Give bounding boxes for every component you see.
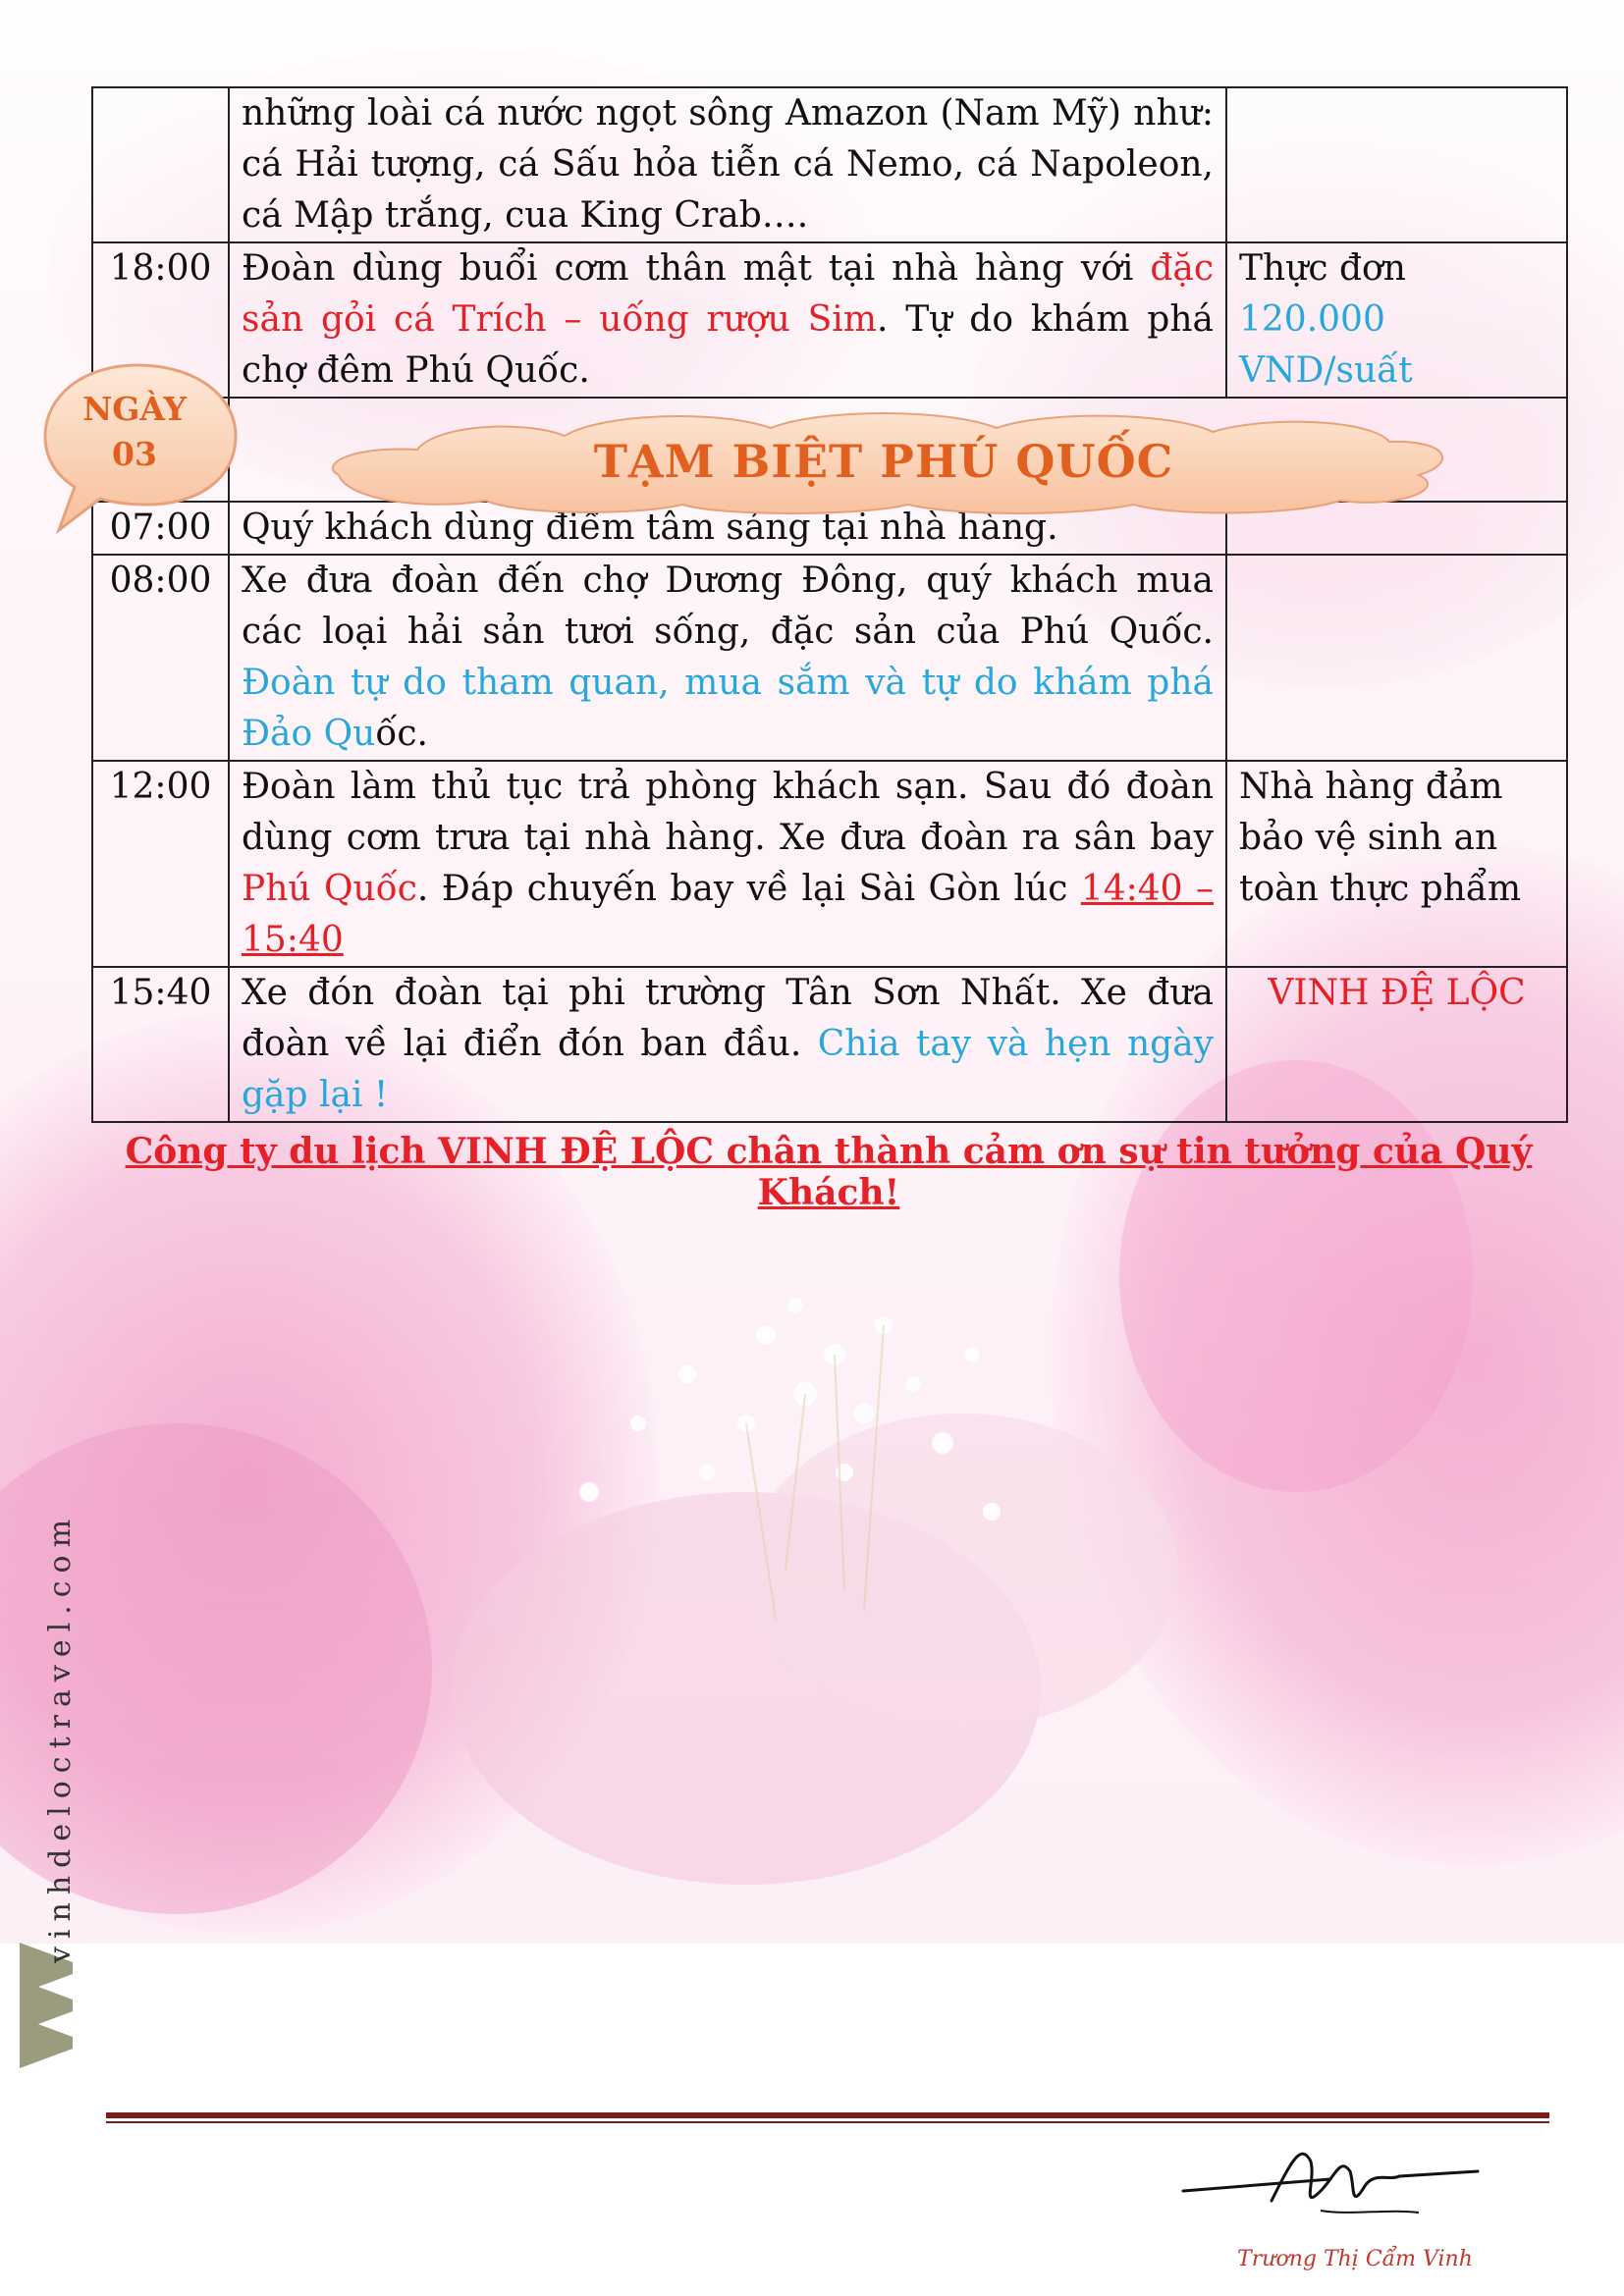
time-cell: 18:00 bbox=[92, 242, 229, 398]
menu-price: 120.000 VND/suất bbox=[1239, 299, 1413, 391]
farewell-highlight: Chia tay và hẹn ngày gặp lại ! bbox=[242, 1024, 1214, 1115]
flight-time: 14:40 – 15:40 bbox=[242, 869, 1214, 960]
activity-text: Xe đón đoàn tại phi trường Tân Sơn Nhất. Xe đưa đoàn về lại điển đón ban đầu. bbox=[242, 973, 1214, 1064]
table-row bbox=[92, 87, 1567, 242]
airport-highlight: Phú Quốc bbox=[242, 869, 417, 909]
time-cell: 08:00 bbox=[92, 555, 229, 761]
signature-name: Trương Thị Cẩm Vinh bbox=[1237, 2247, 1473, 2271]
time-cell: 07:00 bbox=[92, 502, 229, 555]
activity-text: Đoàn làm thủ tục trả phòng khách sạn. Sau đó đoàn dùng cơm trưa tại nhà hàng. Xe đưa đoàn ra sân bay bbox=[242, 767, 1214, 858]
time-cell: 15:40 bbox=[92, 967, 229, 1122]
table-row bbox=[92, 242, 1567, 398]
time-cell bbox=[92, 87, 229, 242]
activity-cell: những loài cá nước ngọt sông Amazon (Nam Mỹ) như: cá Hải tượng, cá Sấu hỏa tiễn cá Nemo, cá Napoleon, cá Mập trắng, cua King Crab…. bbox=[229, 87, 1226, 242]
table-row bbox=[92, 967, 1567, 1122]
company-name-cell: VINH ĐỆ LỘC bbox=[1226, 967, 1567, 1122]
note-cell: Nhà hàng đảm bảo vệ sinh an toàn thực phẩm bbox=[1226, 761, 1567, 967]
activity-text: Xe đưa đoàn đến chợ Dương Đông, quý khách mua các loại hải sản tươi sống, đặc sản của Phú Quốc. bbox=[242, 561, 1214, 652]
activity-text: Đoàn dùng buổi cơm thân mật tại nhà hàng với bbox=[242, 248, 1151, 289]
activity-cell bbox=[229, 555, 1226, 761]
note-cell bbox=[1226, 87, 1567, 242]
time-cell: 12:00 bbox=[92, 761, 229, 967]
activity-cell bbox=[229, 967, 1226, 1122]
activity-cell bbox=[229, 242, 1226, 398]
table-row bbox=[92, 555, 1567, 761]
day-number: 03 bbox=[112, 435, 157, 473]
day-title: TẠM BIỆT PHÚ QUỐC bbox=[593, 435, 1174, 488]
note-cell bbox=[1226, 555, 1567, 761]
activity-text: . Đáp chuyến bay về lại Sài Gòn lúc bbox=[416, 869, 1081, 909]
free-time-highlight: Đoàn tự do tham quan, mua sắm và tự do khám phá Đảo Qu bbox=[242, 663, 1214, 754]
activity-cell bbox=[229, 761, 1226, 967]
table-row bbox=[92, 761, 1567, 967]
thank-you-message: Công ty du lịch VINH ĐỆ LỘC chân thành cảm ơn sự tin tưởng của Quý Khách! bbox=[125, 1131, 1533, 1213]
specialty-highlight: đặc sản gỏi cá Trích – uống rượu Sim bbox=[242, 248, 1214, 340]
day-badge bbox=[39, 357, 245, 534]
website-url: vinhdeloctravel.com bbox=[43, 1511, 78, 1963]
activity-cell: Quý khách dùng điểm tâm sáng tại nhà hàng. bbox=[229, 502, 1226, 555]
menu-label: Thực đơn bbox=[1239, 248, 1406, 289]
day-number-label bbox=[51, 387, 218, 477]
activity-text: ốc. bbox=[375, 714, 428, 754]
note-cell bbox=[1226, 242, 1567, 398]
day-title-banner bbox=[309, 406, 1458, 516]
activity-text: . Tự do khám phá chợ đêm Phú Quốc. bbox=[242, 299, 1214, 391]
itinerary-table bbox=[91, 86, 1568, 1123]
day-word: NGÀY bbox=[82, 390, 187, 428]
